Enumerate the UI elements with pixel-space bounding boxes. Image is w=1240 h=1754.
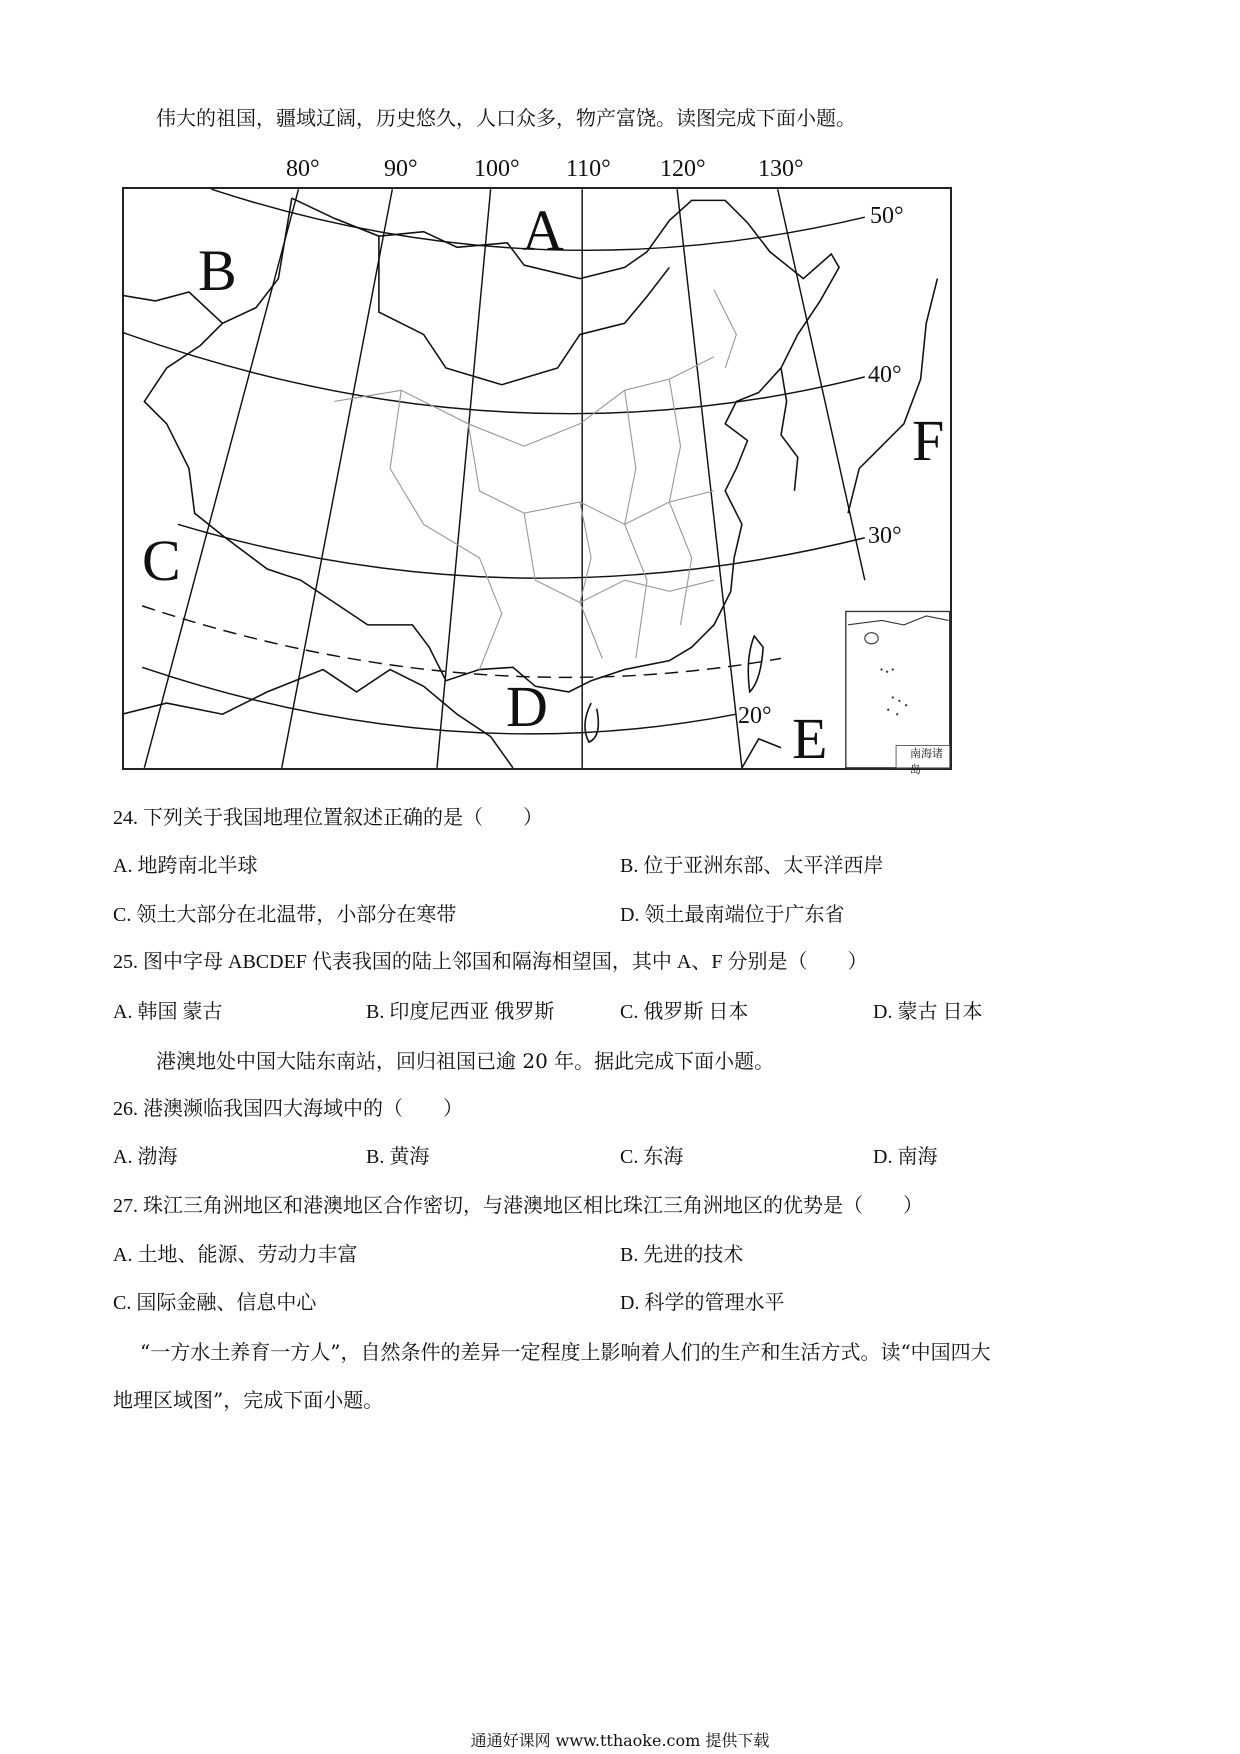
option-27-a[interactable]: A. 土地、能源、劳动力丰富: [113, 1244, 358, 1266]
parallel-label: 30°: [868, 523, 902, 549]
meridian-label: 80°: [286, 156, 320, 182]
parallel-label: 20°: [738, 703, 772, 729]
intro-text-2: 港澳地处中国大陆东南站，回归祖国已逾 20 年。据此完成下面小题。: [156, 1049, 775, 1073]
option-25-a[interactable]: A. 韩国 蒙古: [113, 1001, 223, 1023]
option-24-a[interactable]: A. 地跨南北半球: [113, 855, 258, 877]
intro-text-3: “一方水土养育一方人”，自然条件的差异一定程度上影响着人们的生产和生活方式。读“中国四大: [140, 1340, 991, 1364]
option-26-d[interactable]: D. 南海: [873, 1146, 938, 1168]
option-25-d[interactable]: D. 蒙古 日本: [873, 1001, 983, 1023]
question-27: 27. 珠江三角洲地区和港澳地区合作密切，与港澳地区相比珠江三角洲地区的优势是（ ）: [113, 1195, 923, 1217]
option-24-d[interactable]: D. 领土最南端位于广东省: [620, 904, 845, 926]
china-location-map: [122, 187, 952, 776]
question-25: 25. 图中字母 ABCDEF 代表我国的陆上邻国和隔海相望国，其中 A、F 分别是（ ）: [113, 951, 868, 973]
option-24-c[interactable]: C. 领土大部分在北温带，小部分在寒带: [113, 904, 457, 926]
question-24: 24. 下列关于我国地理位置叙述正确的是（ ）: [113, 807, 543, 829]
letter-f: F: [912, 408, 945, 473]
letter-e: E: [792, 706, 828, 771]
meridian-label: 100°: [474, 156, 520, 182]
meridian-label: 130°: [758, 156, 804, 182]
letter-d: D: [506, 674, 548, 739]
letter-b: B: [198, 238, 237, 303]
option-26-c[interactable]: C. 东海: [620, 1146, 684, 1168]
parallel-label: 40°: [868, 362, 902, 388]
question-26: 26. 港澳濒临我国四大海域中的（ ）: [113, 1098, 463, 1120]
intro-text-3-cont: 地理区域图”，完成下面小题。: [113, 1388, 384, 1412]
letter-a: A: [522, 198, 564, 263]
option-27-c[interactable]: C. 国际金融、信息中心: [113, 1292, 317, 1314]
meridian-label: 90°: [384, 156, 418, 182]
inset-label: 南海诸岛: [910, 747, 943, 776]
option-25-c[interactable]: C. 俄罗斯 日本: [620, 1001, 749, 1023]
option-27-b[interactable]: B. 先进的技术: [620, 1244, 744, 1266]
option-25-b[interactable]: B. 印度尼西亚 俄罗斯: [366, 1001, 555, 1023]
intro-text: 伟大的祖国，疆域辽阔，历史悠久，人口众多，物产富饶。读图完成下面小题。: [156, 106, 856, 130]
option-24-b[interactable]: B. 位于亚洲东部、太平洋西岸: [620, 855, 884, 877]
meridian-label: 110°: [566, 156, 611, 182]
option-27-d[interactable]: D. 科学的管理水平: [620, 1292, 785, 1314]
footer-credit: 通通好课网 www.tthaoke.com 提供下载: [470, 1731, 770, 1750]
option-26-a[interactable]: A. 渤海: [113, 1146, 178, 1168]
letter-c: C: [142, 528, 181, 593]
option-26-b[interactable]: B. 黄海: [366, 1146, 430, 1168]
meridian-label: 120°: [660, 156, 706, 182]
parallel-label: 50°: [870, 203, 904, 229]
